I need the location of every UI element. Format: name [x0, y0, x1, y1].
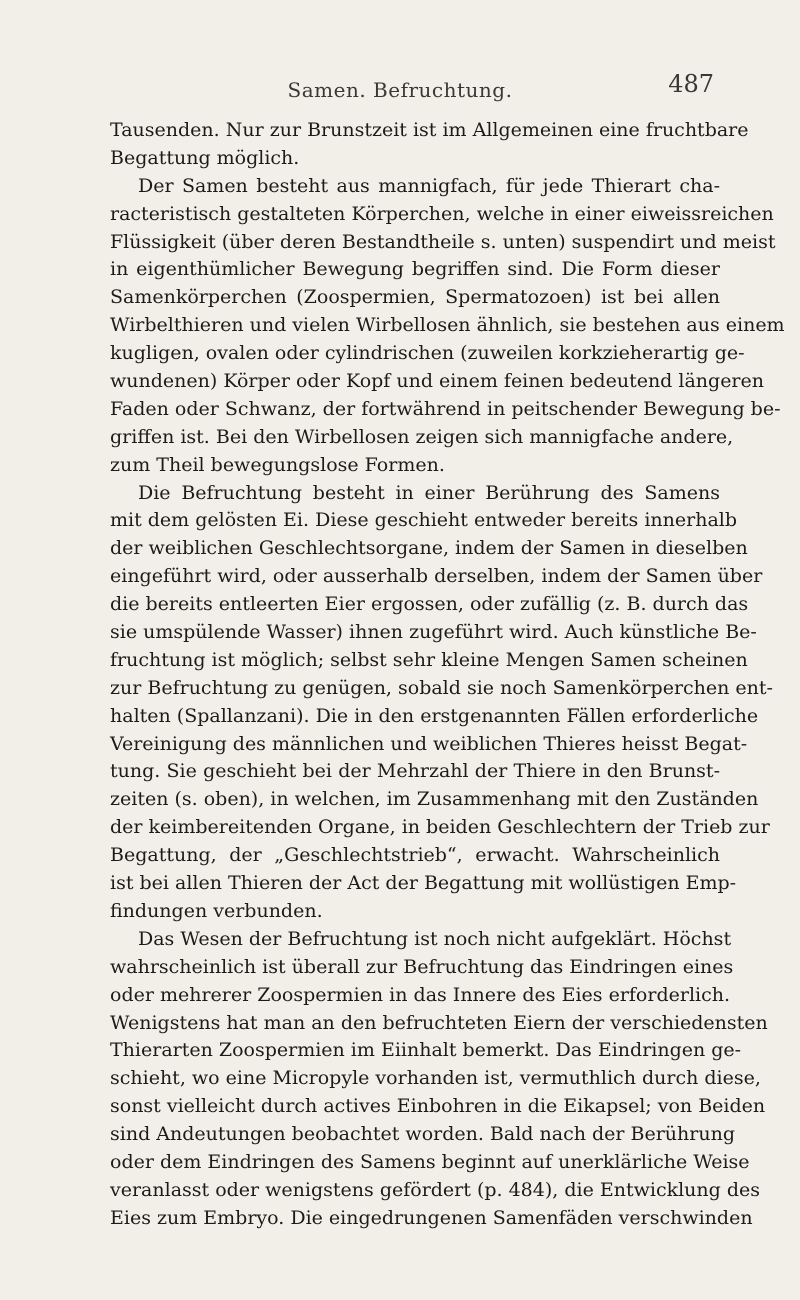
- body-text: [110, 117, 785, 1233]
- text-line: Eies zum Embryo. Die eingedrungenen Samenfäden verschwinden: [110, 1206, 753, 1229]
- text-line: Der Samen besteht aus mannigfach, für jede Thierart cha-: [138, 174, 720, 197]
- text-line: fruchtung ist möglich; selbst sehr kleine Mengen Samen scheinen: [110, 648, 748, 671]
- text-line: ist bei allen Thieren der Act der Begattung mit wollüstigen Emp-: [110, 872, 737, 895]
- text-line: der keimbereitenden Organe, in beiden Geschlechtern der Trieb zur: [110, 816, 770, 839]
- text-line: schieht, wo eine Micropyle vorhanden ist, vermuthlich durch diese,: [110, 1067, 761, 1090]
- text-line: griffen ist. Bei den Wirbellosen zeigen sich mannigfache andere,: [110, 425, 734, 448]
- text-line: racteristisch gestalteten Körperchen, welche in einer eiweissreichen: [110, 202, 774, 225]
- text-line: Begattung möglich.: [110, 146, 300, 169]
- running-head: [0, 70, 800, 100]
- text-line: sonst vielleicht durch actives Einbohren in die Eikapsel; von Beiden: [110, 1095, 766, 1118]
- text-line: mit dem gelösten Ei. Diese geschieht entweder bereits innerhalb: [110, 509, 738, 532]
- text-line: Samenkörperchen (Zoospermien, Spermatozoen) ist bei allen: [110, 286, 720, 309]
- text-line: wundenen) Körper oder Kopf und einem feinen bedeutend längeren: [110, 370, 764, 393]
- text-line: Vereinigung des männlichen und weiblichen Thieres heisst Begat-: [110, 732, 748, 755]
- text-line: in eigenthümlicher Bewegung begriffen sind. Die Form dieser: [110, 258, 720, 281]
- text-line: Wirbelthieren und vielen Wirbellosen ähnlich, sie bestehen aus einem: [110, 314, 785, 337]
- text-line: die bereits entleerten Eier ergossen, oder zufällig (z. B. durch das: [110, 593, 749, 616]
- running-title: Samen. Befruchtung.: [287, 78, 513, 102]
- text-line: halten (Spallanzani). Die in den erstgenannten Fällen erforderliche: [110, 704, 759, 727]
- page-number: 487: [668, 70, 714, 98]
- text-line: tung. Sie geschieht bei der Mehrzahl der Thiere in den Brunst-: [110, 760, 720, 783]
- text-line: kugligen, ovalen oder cylindrischen (zuweilen korkzieherartig ge-: [110, 342, 745, 365]
- text-line: Begattung, der „Geschlechtstrieb“, erwacht. Wahrscheinlich: [110, 844, 720, 867]
- text-line: zeiten (s. oben), in welchen, im Zusammenhang mit den Zuständen: [110, 788, 759, 811]
- text-line: sie umspülende Wasser) ihnen zugeführt wird. Auch künstliche Be-: [110, 621, 757, 644]
- text-line: Die Befruchtung besteht in einer Berührung des Samens: [138, 481, 720, 504]
- text-line: wahrscheinlich ist überall zur Befruchtung das Eindringen eines: [110, 955, 734, 978]
- text-line: zum Theil bewegungslose Formen.: [110, 453, 445, 476]
- text-line: findungen verbunden.: [110, 899, 323, 922]
- text-line: veranlasst oder wenigstens gefördert (p. 484), die Entwicklung des: [110, 1178, 761, 1201]
- text-line: eingeführt wird, oder ausserhalb derselben, indem der Samen über: [110, 565, 763, 588]
- text-line: zur Befruchtung zu genügen, sobald sie noch Samenkörperchen ent-: [110, 676, 773, 699]
- text-line: der weiblichen Geschlechtsorgane, indem der Samen in dieselben: [110, 537, 748, 560]
- text-line: oder dem Eindringen des Samens beginnt auf unerklärliche Weise: [110, 1150, 750, 1173]
- text-line: Wenigstens hat man an den befruchteten Eiern der verschiedensten: [110, 1011, 768, 1034]
- text-line: Flüssigkeit (über deren Bestandtheile s. unten) suspendirt und meist: [110, 230, 776, 253]
- text-line: Faden oder Schwanz, der fortwährend in peitschender Bewegung be-: [110, 397, 781, 420]
- text-line: sind Andeutungen beobachtet worden. Bald nach der Berührung: [110, 1123, 735, 1146]
- text-line: Das Wesen der Befruchtung ist noch nicht aufgeklärt. Höchst: [138, 927, 732, 950]
- text-line: Thierarten Zoospermien im Eiinhalt bemerkt. Das Eindringen ge-: [110, 1039, 742, 1062]
- text-line: Tausenden. Nur zur Brunstzeit ist im Allgemeinen eine fruchtbare: [110, 119, 749, 141]
- text-line: oder mehrerer Zoospermien in das Innere des Eies erforderlich.: [110, 983, 731, 1006]
